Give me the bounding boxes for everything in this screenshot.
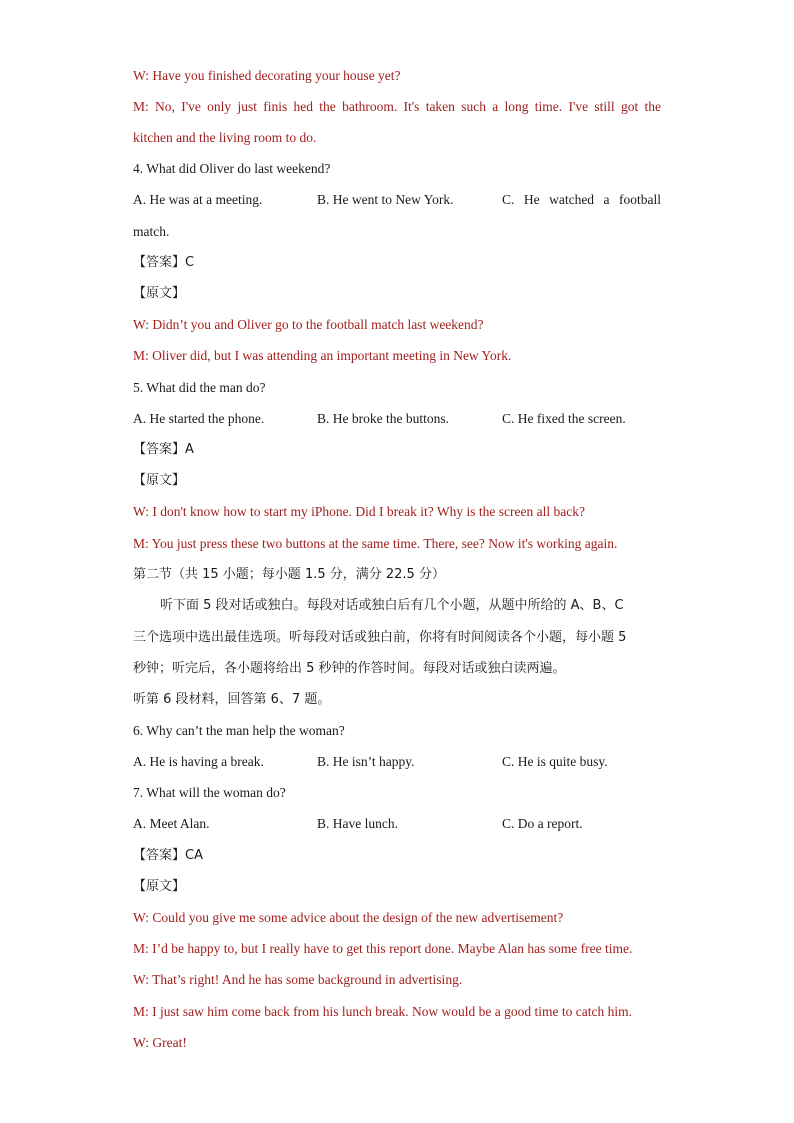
dialogue-line: M: Oliver did, but I was attending an important meeting in New York. bbox=[133, 348, 512, 363]
dialogue-line: M: I just saw him come back from his lunch break. Now would be a good time to catch him. bbox=[133, 1004, 633, 1019]
dialogue-line: W: Could you give me some advice about the design of the new advertisement? bbox=[133, 910, 564, 925]
q5-option-c: C. He fixed the screen. bbox=[502, 411, 626, 426]
dialogue-line: W: That’s right! And he has some background in advertising. bbox=[133, 972, 463, 987]
q4-option-c-continued: match. bbox=[133, 224, 170, 239]
dialogue-line: M: You just press these two buttons at the same time. There, see? Now it's working again. bbox=[133, 536, 618, 551]
q7-option-a: A. Meet Alan. bbox=[133, 816, 210, 831]
q7-option-c: C. Do a report. bbox=[502, 816, 583, 831]
instructions-line: 听下面 5 段对话或独白。每段对话或独白后有几个小题，从题中所给的 A、B、C bbox=[160, 598, 624, 613]
q4-option-c: C. He watched a football bbox=[502, 192, 661, 207]
answer-label: 【答案】C bbox=[133, 255, 195, 270]
transcript-label: 【原文】 bbox=[133, 473, 186, 488]
dialogue-line: M: No, I've only just finis hed the bathroom. It's taken such a long time. I've still got the bbox=[133, 99, 661, 114]
answer-label: 【答案】A bbox=[133, 442, 194, 457]
transcript-label: 【原文】 bbox=[133, 286, 186, 301]
material-heading: 听第 6 段材料，回答第 6、7 题。 bbox=[133, 692, 331, 707]
q5-option-b: B. He broke the buttons. bbox=[317, 411, 449, 426]
q4-option-b: B. He went to New York. bbox=[317, 192, 454, 207]
question-5: 5. What did the man do? bbox=[133, 380, 266, 395]
dialogue-line: kitchen and the living room to do. bbox=[133, 130, 317, 145]
question-4: 4. What did Oliver do last weekend? bbox=[133, 161, 331, 176]
section-heading: 第二节（共 15 小题；每小题 1.5 分，满分 22.5 分） bbox=[133, 567, 445, 582]
dialogue-line: W: Great! bbox=[133, 1035, 187, 1050]
dialogue-line: W: Didn’t you and Oliver go to the football match last weekend? bbox=[133, 317, 484, 332]
q6-option-b: B. He isn’t happy. bbox=[317, 754, 415, 769]
dialogue-line: W: Have you finished decorating your house yet? bbox=[133, 68, 401, 83]
q5-option-a: A. He started the phone. bbox=[133, 411, 265, 426]
q7-options bbox=[133, 814, 661, 834]
q7-option-b: B. Have lunch. bbox=[317, 816, 398, 831]
dialogue-line: W: I don't know how to start my iPhone. Did I break it? Why is the screen all back? bbox=[133, 504, 585, 519]
q6-option-c: C. He is quite busy. bbox=[502, 754, 608, 769]
instructions-line: 秒钟；听完后，各小题将给出 5 秒钟的作答时间。每段对话或独白读两遍。 bbox=[133, 661, 566, 676]
question-6: 6. Why can’t the man help the woman? bbox=[133, 723, 345, 738]
q6-options bbox=[133, 752, 661, 772]
q5-options bbox=[133, 409, 661, 429]
answer-label: 【答案】CA bbox=[133, 848, 203, 863]
q4-options bbox=[133, 190, 661, 210]
instructions-line: 三个选项中选出最佳选项。听每段对话或独白前，你将有时间阅读各个小题，每小题 5 bbox=[133, 630, 627, 645]
transcript-label: 【原文】 bbox=[133, 879, 186, 894]
q6-option-a: A. He is having a break. bbox=[133, 754, 264, 769]
q4-option-a: A. He was at a meeting. bbox=[133, 192, 263, 207]
question-7: 7. What will the woman do? bbox=[133, 785, 286, 800]
dialogue-line: M: I’d be happy to, but I really have to get this report done. Maybe Alan has some free time. bbox=[133, 941, 633, 956]
